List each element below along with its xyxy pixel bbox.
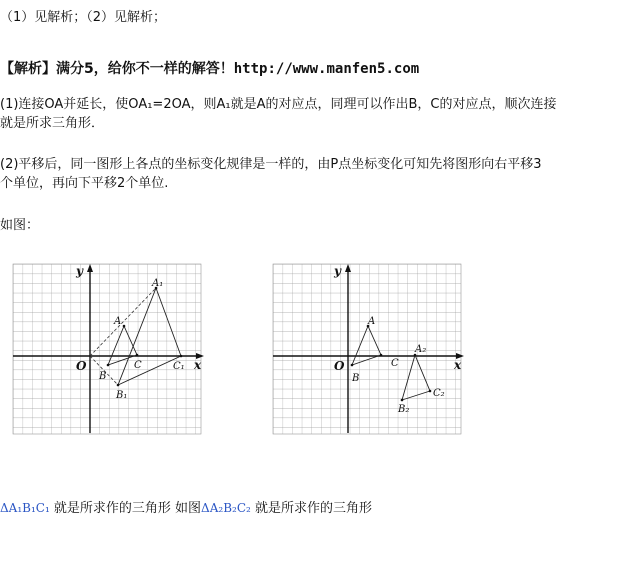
analysis-text: 满分5，给你不一样的解答！ xyxy=(56,61,234,77)
part2-line2: 个单位，再向下平移2个单位. xyxy=(0,176,169,191)
origin-label: O xyxy=(76,359,87,373)
origin-label: O xyxy=(334,359,345,373)
label-C: C xyxy=(134,360,142,371)
analysis-tag: 【解析】 xyxy=(0,61,56,77)
triangle-a2b2c2-label: ΔA₂B₂C₂ xyxy=(201,501,251,515)
analysis-header xyxy=(0,58,419,78)
label-A2: A₂ xyxy=(415,344,427,355)
label-C: C xyxy=(391,358,399,369)
x-axis-label: x xyxy=(454,358,462,372)
part2-line1: (2)平移后，同一图形上各点的坐标变化规律是一样的，由P点坐标变化可知先将图形向右平移3 xyxy=(0,157,542,172)
answer-line: （1）见解析；（2）见解析； xyxy=(0,10,167,25)
label-B1: B₁ xyxy=(116,390,128,401)
label-A1: A₁ xyxy=(152,278,164,289)
x-axis-label: x xyxy=(194,358,202,372)
analysis-url: http://www.manfen5.com xyxy=(233,61,420,77)
conclusion-text-2: 就是所求作的三角形 xyxy=(254,501,372,516)
label-A: A xyxy=(368,316,376,327)
part1-line2: 就是所求三角形． xyxy=(0,116,105,131)
label-B: B xyxy=(352,373,360,384)
y-axis-label: y xyxy=(334,264,341,278)
y-axis-label: y xyxy=(76,264,83,278)
figure-2-grid xyxy=(270,258,470,438)
figure-1-grid xyxy=(10,258,210,438)
label-C2: C₂ xyxy=(433,388,445,399)
label-B: B xyxy=(99,371,107,382)
part1-line1: (1)连接OA并延长，使OA₁=2OA，则A₁就是A的对应点，同理可以作出B，C的对应点，顺次连接 xyxy=(0,97,557,112)
label-A: A xyxy=(114,316,122,327)
triangle-a1b1c1-label: ΔA₁B₁C₁ xyxy=(0,501,50,515)
label-C1: C₁ xyxy=(173,361,185,372)
conclusion-text-1: 就是所求作的三角形 如图 xyxy=(53,501,202,516)
figure-caption: 如图： xyxy=(0,218,40,233)
conclusion xyxy=(0,497,372,516)
label-B2: B₂ xyxy=(398,404,410,415)
